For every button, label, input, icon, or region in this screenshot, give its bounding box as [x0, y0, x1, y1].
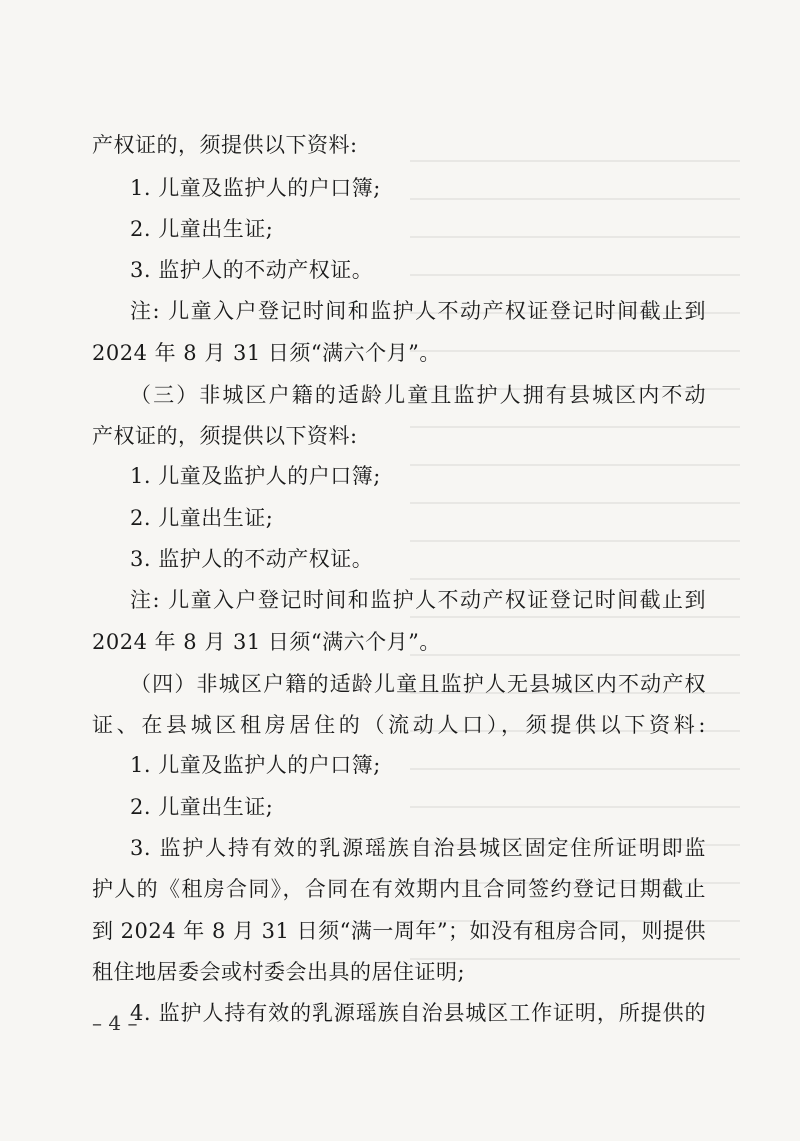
text-line-11: 3. 监护人的不动产权证。 [130, 547, 374, 571]
text-line-22: 4. 监护人持有效的乳源瑶族自治县城区工作证明，所提供的 [130, 1001, 706, 1025]
text-line-10: 2. 儿童出生证; [130, 506, 274, 530]
text-line-13: 2024 年 8 月 31 日须“满六个月”。 [92, 630, 441, 654]
text-line-9: 1. 儿童及监护人的户口簿; [130, 464, 381, 488]
text-line-2: 1. 儿童及监护人的户口簿; [130, 176, 381, 200]
text-line-3: 2. 儿童出生证; [130, 217, 274, 241]
text-line-8: 产权证的，须提供以下资料: [92, 424, 358, 448]
text-line-7: （三）非城区户籍的适龄儿童且监护人拥有县城区内不动 [130, 383, 706, 407]
text-line-19: 护人的《租房合同》，合同在有效期内且合同签约登记日期截止 [92, 877, 706, 901]
text-line-21: 租住地居委会或村委会出具的居住证明; [92, 960, 466, 984]
text-line-5: 注: 儿童入户登记时间和监护人不动产权证登记时间截止到 [130, 299, 706, 323]
text-line-18: 3. 监护人持有效的乳源瑶族自治县城区固定住所证明即监 [130, 836, 706, 860]
text-line-20: 到 2024 年 8 月 31 日须“满一周年”；如没有租房合同，则提供 [92, 919, 707, 943]
text-line-12: 注: 儿童入户登记时间和监护人不动产权证登记时间截止到 [130, 588, 706, 612]
page-number: – 4 – [92, 1011, 138, 1035]
text-line-14: （四）非城区户籍的适龄儿童且监护人无县城区内不动产权 [130, 672, 706, 696]
text-line-4: 3. 监护人的不动产权证。 [130, 258, 374, 282]
text-line-16: 1. 儿童及监护人的户口簿; [130, 753, 381, 777]
text-line-1: 产权证的，须提供以下资料: [92, 133, 358, 157]
text-line-6: 2024 年 8 月 31 日须“满六个月”。 [92, 341, 441, 365]
text-line-17: 2. 儿童出生证; [130, 795, 274, 819]
text-line-15: 证、在县城区租房居住的（流动人口），须提供以下资料: [92, 713, 706, 737]
